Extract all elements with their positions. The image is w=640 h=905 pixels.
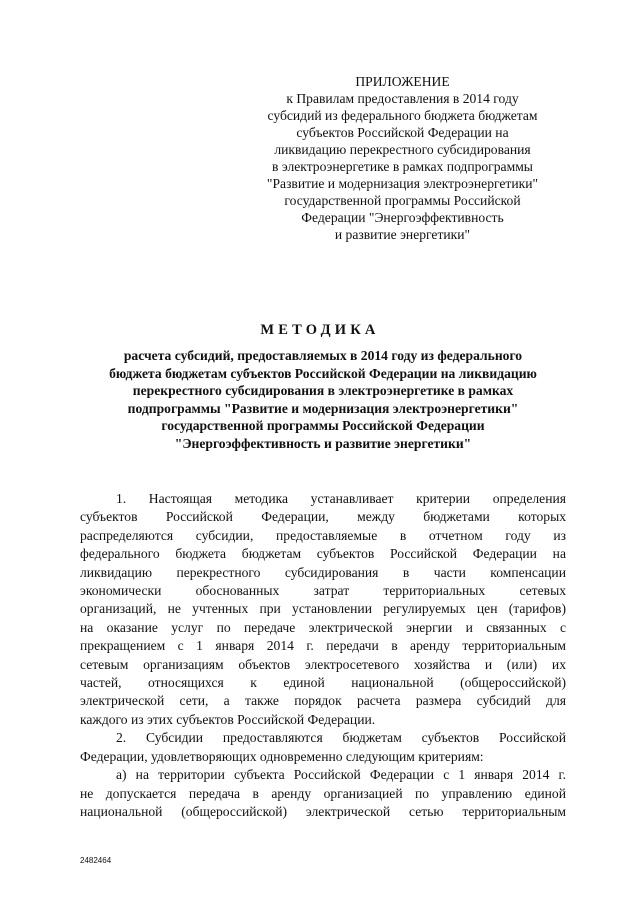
subtitle-line: расчета субсидий, предоставляемых в 2014 году из федерального — [123, 348, 523, 363]
appendix-line: субсидий из федерального бюджета бюджетам — [267, 108, 538, 123]
appendix-line: и развитие энергетики" — [334, 227, 471, 242]
paragraph-line: экономически обоснованных затрат территориальных сетевых — [80, 583, 566, 599]
appendix-line: "Развитие и модернизация электроэнергетики" — [266, 176, 539, 191]
paragraph-line: частей, относящихся к единой национальной (общероссийской) — [80, 675, 566, 691]
appendix-line: в электроэнергетике в рамках подпрограммы — [272, 159, 533, 174]
paragraph-line: федерального бюджета бюджетам субъектов Российской Федерации на — [80, 546, 566, 562]
document-subtitle — [80, 347, 566, 453]
paragraph-line: национальной (общероссийской) электрической сетью территориальным — [80, 803, 566, 819]
paragraph-line: субъектов Российской Федерации, между бюджетами которых — [80, 509, 566, 525]
paragraph-line: прекращением с 1 января 2014 г. передачи в аренду территориальным — [80, 638, 566, 654]
appendix-line: государственной программы Российской — [284, 193, 521, 208]
appendix-line: ликвидацию перекрестного субсидирования — [274, 142, 531, 157]
paragraph-line: на оказание услуг по передаче электрической энергии и связанных с — [80, 619, 566, 635]
paragraph-line: сетевым организациям объектов электросетевого хозяйства и (или) их — [80, 656, 566, 672]
appendix-line: субъектов Российской Федерации на — [296, 125, 509, 140]
appendix-line: Федерации "Энергоэффективность — [301, 210, 504, 225]
subtitle-line: подпрограммы "Развитие и модернизация электроэнергетики" — [127, 400, 519, 416]
appendix-line: к Правилам предоставления в 2014 году — [286, 91, 519, 106]
paragraph-line: каждого из этих субъектов Российской Федерации. — [80, 711, 376, 727]
paragraph-1 — [80, 490, 566, 729]
paragraph-2 — [80, 729, 566, 766]
paragraph-2a — [80, 766, 566, 821]
paragraph-line: Федерации, удовлетворяющих одновременно следующим критериям: — [80, 748, 484, 764]
subtitle-line: государственной программы Российской Федерации — [161, 418, 485, 434]
paragraph-line: 2. Субсидии предоставляются бюджетам субъектов Российской — [116, 730, 566, 746]
paragraph-line: а) на территории субъекта Российской Федерации с 1 января 2014 г. — [116, 767, 566, 783]
paragraph-line: ликвидацию перекрестного субсидирования в части компенсации — [80, 564, 566, 580]
subtitle-line: перекрестного субсидирования в электроэнергетике в рамках — [132, 383, 514, 399]
appendix-header — [250, 73, 555, 243]
subtitle-line: "Энергоэффективность и развитие энергетики" — [174, 435, 472, 451]
appendix-title: ПРИЛОЖЕНИЕ — [355, 74, 450, 89]
paragraph-line: электрической сети, а также порядок расчета размера субсидий для — [80, 693, 566, 709]
document-body — [80, 490, 566, 821]
paragraph-line: распределяются субсидии, предоставляемые в отчетном году из — [80, 527, 566, 543]
document-id: 2482464 — [80, 856, 112, 865]
paragraph-line: не допускается передача в аренду организацией по управлению единой — [80, 785, 566, 801]
subtitle-line: бюджета бюджетам субъектов Российской Федерации на ликвидацию — [109, 365, 537, 381]
document-title: МЕТОДИКА — [260, 322, 380, 338]
paragraph-line: организаций, не учтенных при установлении регулируемых цен (тарифов) — [80, 601, 566, 617]
paragraph-line: 1. Настоящая методика устанавливает критерии определения — [116, 491, 566, 506]
